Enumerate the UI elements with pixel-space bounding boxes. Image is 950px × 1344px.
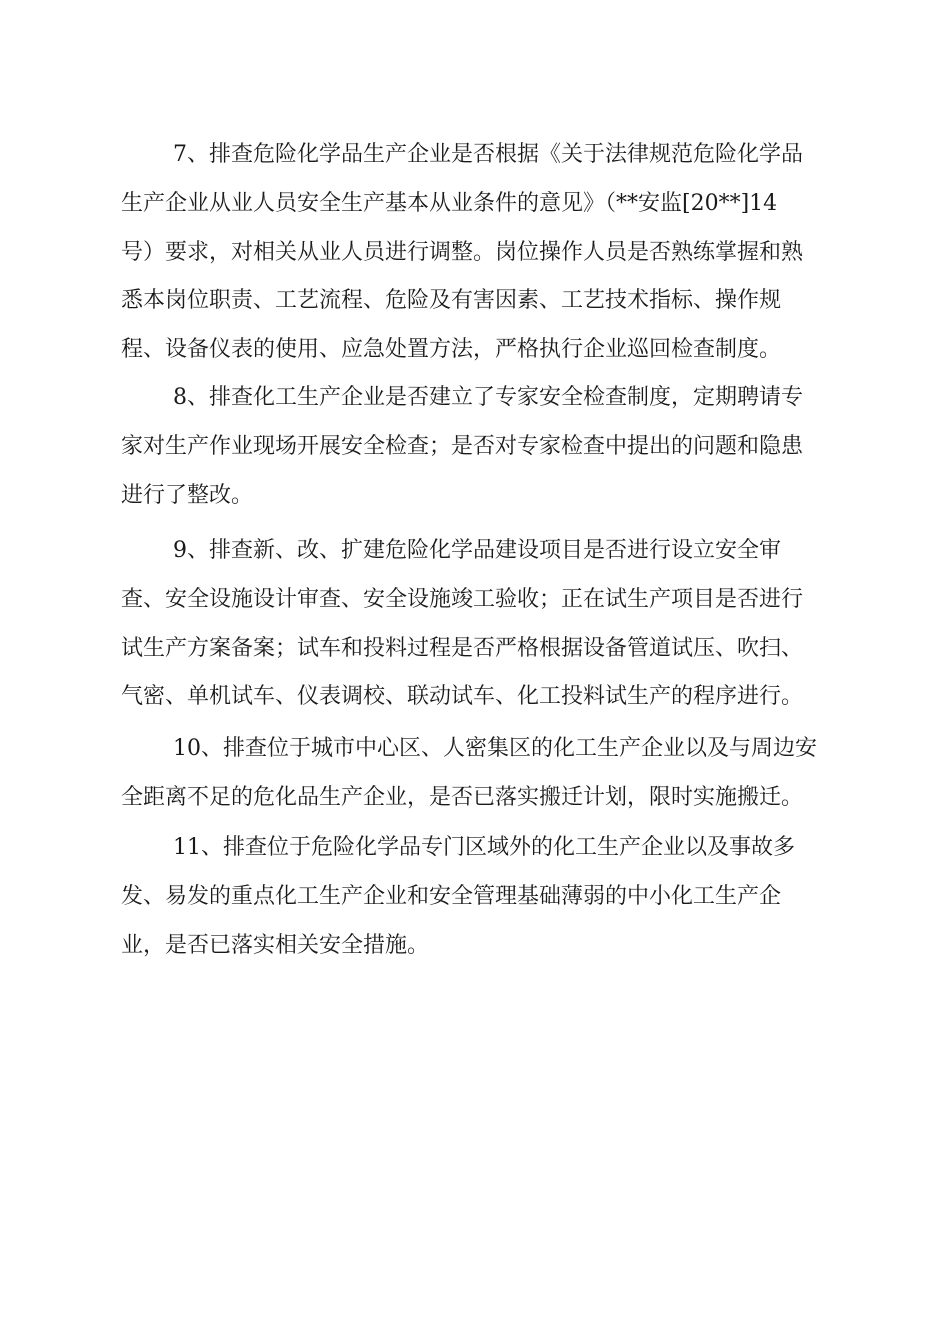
text-line: 家对生产作业现场开展安全检查；是否对专家检查中提出的问题和隐患: [121, 433, 804, 459]
paragraph-item-11: [121, 824, 833, 970]
text-line: 11、排查位于危险化学品专门区域外的化工生产企业以及事故多: [173, 835, 795, 860]
text-line: 查、安全设施设计审查、安全设施竣工验收；正在试生产项目是否进行: [121, 586, 804, 612]
paragraph-item-10: [121, 725, 833, 823]
paragraph-item-7: [121, 131, 833, 375]
text-line: 7、排查危险化学品生产企业是否根据《关于法律规范危险化学品: [173, 142, 803, 167]
paragraph-item-9: [121, 527, 833, 722]
text-line: 试生产方案备案；试车和投料过程是否严格根据设备管道试压、吹扫、: [121, 635, 804, 661]
text-line: 9、排查新、改、扩建危险化学品建设项目是否进行设立安全审: [173, 538, 781, 563]
paragraph-item-8: [121, 374, 833, 520]
text-line: 全距离不足的危化品生产企业，是否已落实搬迁计划，限时实施搬迁。: [121, 784, 804, 810]
text-line: 业，是否已落实相关安全措施。: [121, 932, 430, 958]
text-line: 发、易发的重点化工生产企业和安全管理基础薄弱的中小化工生产企: [121, 883, 782, 909]
text-line: 8、排查化工生产企业是否建立了专家安全检查制度，定期聘请专: [173, 385, 803, 410]
text-line: 10、排查位于城市中心区、人密集区的化工生产企业以及与周边安: [173, 736, 817, 761]
text-line: 气密、单机试车、仪表调校、联动试车、化工投料试生产的程序进行。: [121, 684, 804, 710]
text-line: 悉本岗位职责、工艺流程、危险及有害因素、工艺技术指标、操作规: [121, 288, 782, 314]
text-line: 号）要求，对相关从业人员进行调整。岗位操作人员是否熟练掌握和熟: [121, 239, 804, 265]
text-line: 程、设备仪表的使用、应急处置方法，严格执行企业巡回检查制度。: [121, 337, 782, 363]
text-line: 进行了整改。: [121, 482, 254, 508]
text-line: 生产企业从业人员安全生产基本从业条件的意见》（**安监[20**]14: [121, 190, 778, 216]
